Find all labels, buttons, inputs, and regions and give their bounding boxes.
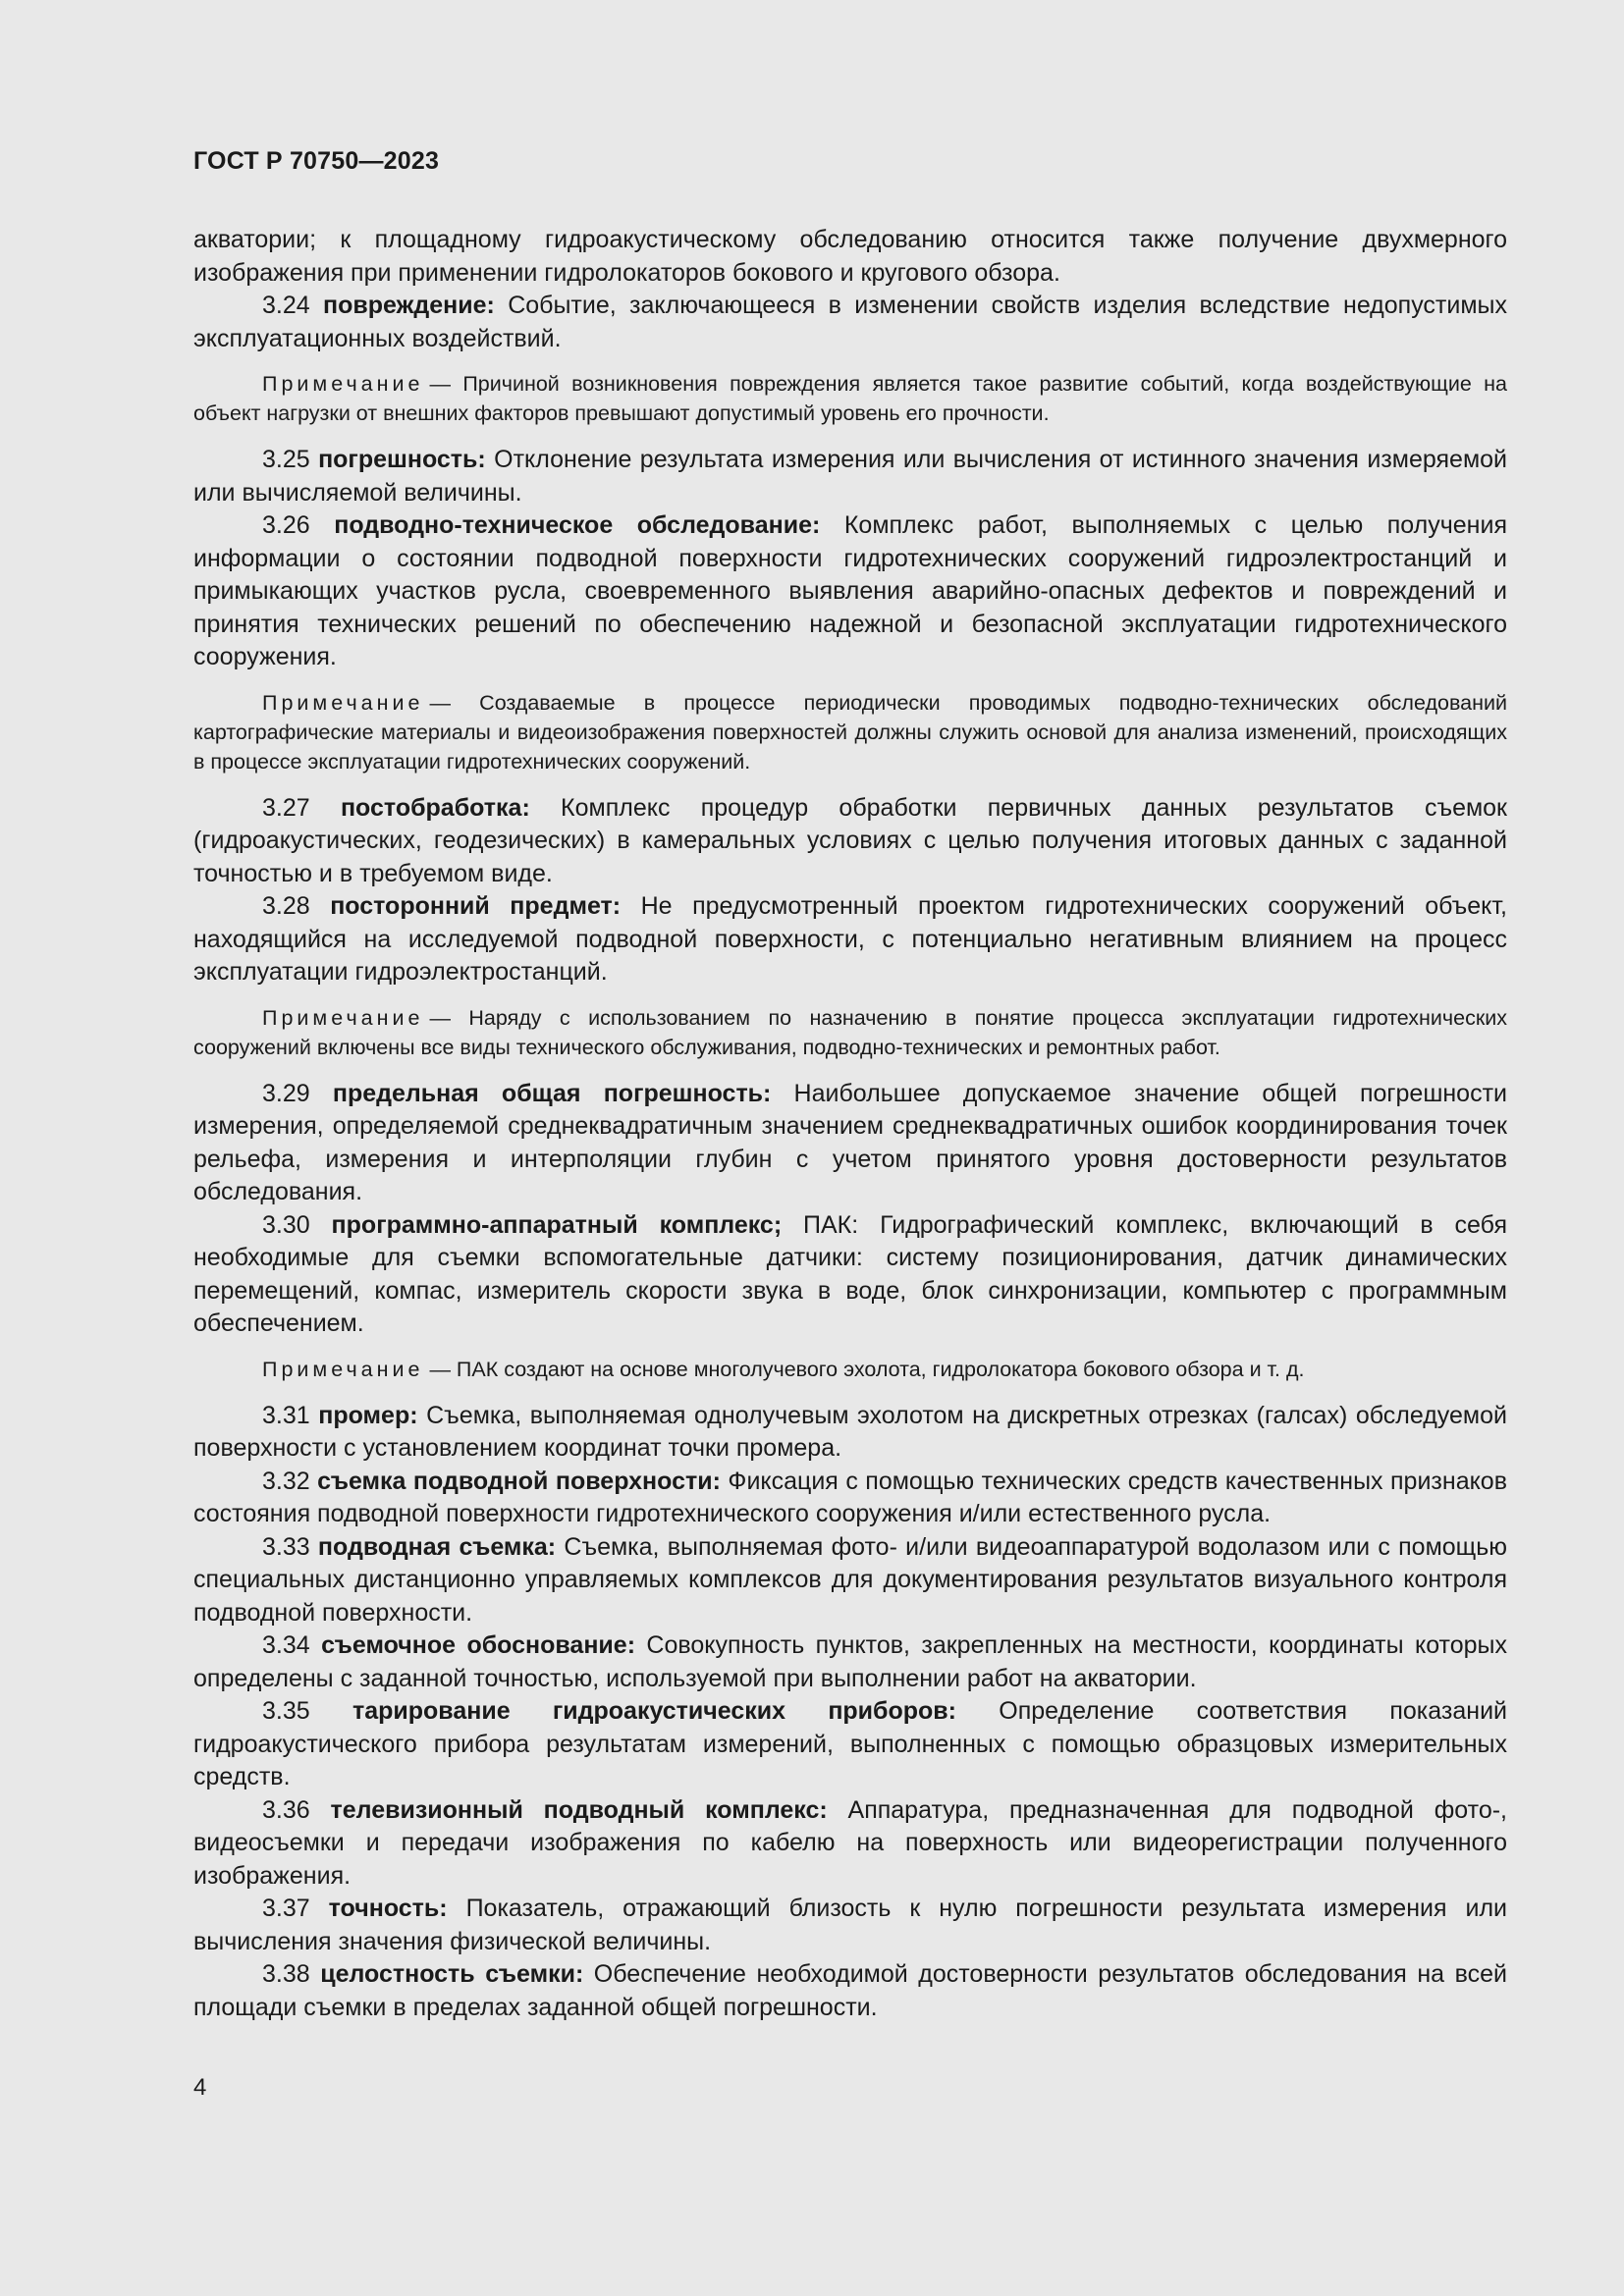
term: телевизионный подводный комплекс: bbox=[330, 1795, 828, 1824]
term: погрешность: bbox=[318, 446, 486, 473]
entry-3-34: 3.34 съемочное обоснование: Совокупность пунктов, закрепленных на местности, координаты которых определены с заданной точностью, используемой при выполнении работ на акватории. bbox=[193, 1631, 1508, 1692]
term: подводно-техническое обследование: bbox=[334, 511, 821, 539]
note-label: Примечание bbox=[262, 690, 424, 715]
entry-3-30: 3.30 программно-аппаратный комплекс; ПАК: Гидрографический комплекс, включающий в себя необходимые для съемки вспомогательные датчики: систему позиционирования, датчик динамических перемещений, компас, измеритель скорости звука в воде, блок синхронизации, компьютер с программным обеспечением. bbox=[193, 1210, 1507, 1337]
term: предельная общая погрешность: bbox=[332, 1079, 772, 1107]
entry-3-37: 3.37 точность: Показатель, отражающий близость к нулю погрешности результата измерения или вычисления значения физической величины. bbox=[193, 1895, 1507, 1955]
term: точность: bbox=[328, 1895, 448, 1922]
entry-3-31: 3.31 промер: Съемка, выполняемая однолучевым эхолотом на дискретных отрезках (галсах) обследуемой поверхности с установлением координат точки промера. bbox=[193, 1401, 1507, 1462]
term: программно-аппаратный комплекс; bbox=[331, 1210, 783, 1239]
note-3-28: Примечание — Наряду с использованием по назначению в понятие процесса эксплуатации гидротехнических сооружений включены все виды технического обслуживания, подводно-технических и ремонтных работ. bbox=[193, 1005, 1507, 1059]
intro-continuation: акватории; к площадному гидроакустическому обследованию относится также получение двухмерного изображения при применении гидролокаторов бокового и кругового обзора. bbox=[193, 226, 1507, 287]
entry-3-28: 3.28 посторонний предмет: Не предусмотренный проектом гидротехнических сооружений объект, находящийся на исследуемой подводной поверхности, с потенциально негативным влиянием на процесс эксплуатации гидроэлектростанций. bbox=[193, 892, 1507, 986]
note-3-30: Примечание — ПАК создают на основе многолучевого эхолота, гидролокатора бокового обзора и т. д. bbox=[262, 1357, 1305, 1381]
entry-3-35: 3.35 тарирование гидроакустических приборов: Определение соответствия показаний гидроакустического прибора результатам измерений, выполненных с помощью образцовых измерительных средств. bbox=[193, 1697, 1508, 1790]
document-header: ГОСТ Р 70750—2023 bbox=[193, 147, 440, 175]
note-3-24: Примечание — Причиной возникновения повреждения является такое развитие событий, когда воздействующие на объект нагрузки от внешних факторов превышают допустимый уровень его прочности. bbox=[193, 372, 1507, 425]
term: посторонний предмет: bbox=[330, 892, 622, 920]
term: целостность съемки: bbox=[320, 1960, 584, 1988]
note-3-26: Примечание — Создаваемые в процессе периодически проводимых подводно-технических обследований картографические материалы и видеоизображения поверхностей должны служить основой для анализа изменений, происходящих в процессе эксплуатации гидротехнических сооружений. bbox=[193, 690, 1507, 774]
term: съемка подводной поверхности: bbox=[317, 1467, 721, 1495]
term: съемочное обоснование: bbox=[321, 1631, 636, 1659]
term: промер: bbox=[318, 1401, 418, 1429]
note-label: Примечание bbox=[262, 372, 424, 396]
entry-3-36: 3.36 телевизионный подводный комплекс: Аппаратура, предназначенная для подводной фото-, видеосъемки и передачи изображения по кабелю на поверхность или видеорегистрации полученного изображения. bbox=[193, 1795, 1507, 1890]
term: повреждение: bbox=[323, 292, 495, 319]
term: тарирование гидроакустических приборов: bbox=[352, 1697, 957, 1725]
entry-3-32: 3.32 съемка подводной поверхности: Фиксация с помощью технических средств качественных признаков состояния подводной поверхности гидротехнического сооружения и/или естественного русла. bbox=[193, 1467, 1507, 1527]
term: постобработка: bbox=[340, 793, 530, 822]
entry-3-38: 3.38 целостность съемки: Обеспечение необходимой достоверности результатов обследования на всей площади съемки в пределах заданной общей погрешности. bbox=[193, 1960, 1507, 2021]
entry-3-27: 3.27 постобработка: Комплекс процедур обработки первичных данных результатов съемок (гидроакустических, геодезических) в камеральных условиях с целью получения итоговых данных с заданной точностью и в требуемом виде. bbox=[193, 793, 1507, 887]
note-label: Примечание bbox=[262, 1357, 424, 1381]
entry-3-24: 3.24 повреждение: Событие, заключающееся в изменении свойств изделия вследствие недопустимых эксплуатационных воздействий. bbox=[193, 292, 1507, 352]
entry-3-26: 3.26 подводно-техническое обследование: Комплекс работ, выполняемых с целью получения информации о состоянии подводной поверхности гидротехнических сооружений гидроэлектростанций и примыкающих участков русла, своевременного выявления аварийно-опасных дефектов и повреждений и принятия технических решений по обеспечению надежной и безопасной эксплуатации гидротехнического сооружения. bbox=[193, 511, 1507, 670]
entry-3-33: 3.33 подводная съемка: Съемка, выполняемая фото- и/или видеоаппаратурой водолазом или с помощью специальных дистанционно управляемых комплексов для документирования результатов визуального контроля подводной поверхности. bbox=[193, 1532, 1508, 1627]
document-body bbox=[193, 224, 1507, 2024]
note-label: Примечание bbox=[262, 1005, 424, 1030]
term: подводная съемка: bbox=[317, 1532, 557, 1561]
entry-3-25: 3.25 погрешность: Отклонение результата измерения или вычисления от истинного значения измеряемой или вычисляемой величины. bbox=[193, 446, 1507, 507]
entry-3-29: 3.29 предельная общая погрешность: Наибольшее допускаемое значение общей погрешности измерения, определяемой среднеквадратичным значением среднеквадратичных ошибок координирования точек рельефа, измерения и интерполяции глубин с учетом принятого уровня достоверности результатов обследования. bbox=[193, 1079, 1508, 1205]
page-number: 4 bbox=[193, 2074, 207, 2101]
